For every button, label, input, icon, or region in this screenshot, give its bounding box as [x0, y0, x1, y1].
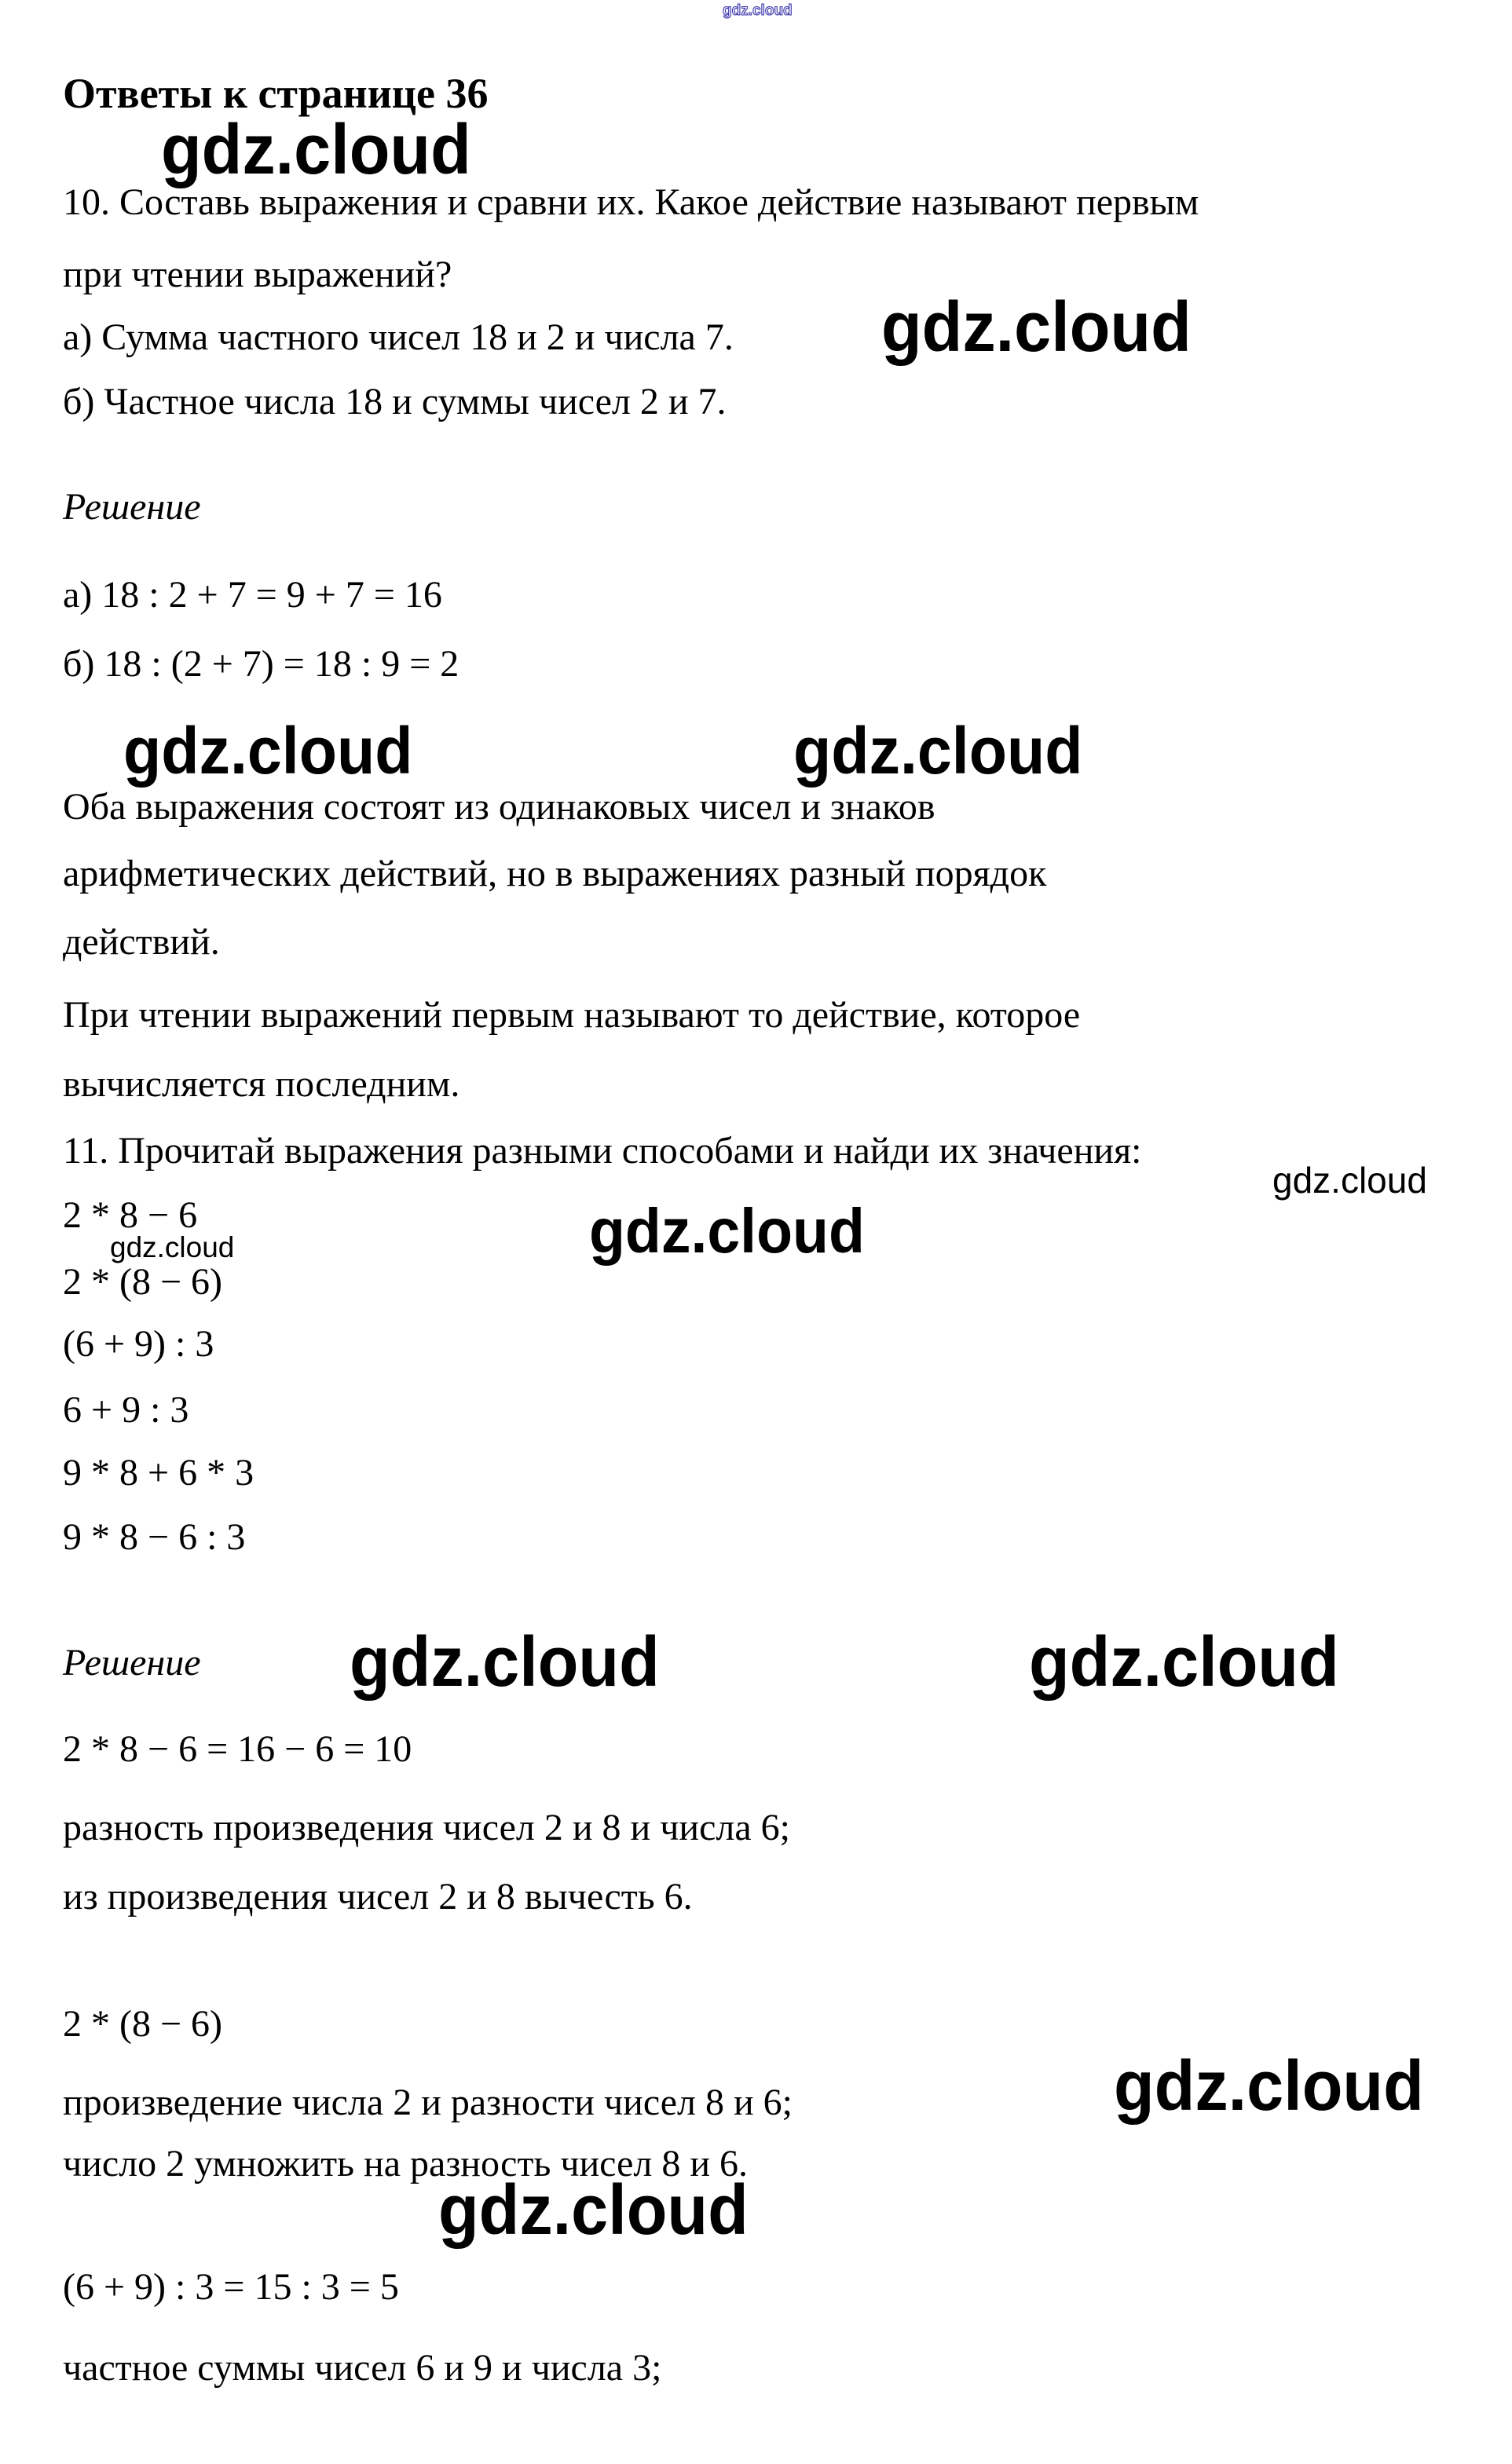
task10-explanation-line4: При чтении выражений первым называют то действие, которое — [63, 994, 1081, 1036]
task10-item-b: б) Частное числа 18 и суммы чисел 2 и 7. — [63, 381, 727, 422]
gdz-watermark-header: gdz.cloud — [161, 111, 471, 189]
gdz-watermark-solution-right: gdz.cloud — [1029, 1623, 1339, 1702]
task11-sol2-reading-2: число 2 умножить на разность чисел 8 и 6. — [63, 2143, 749, 2184]
gdz-watermark-task11-center: gdz.cloud — [589, 1196, 865, 1266]
task11-sol1-reading-2: из произведения чисел 2 и 8 вычесть 6. — [63, 1876, 693, 1917]
gdz-watermark-bottom-center: gdz.cloud — [438, 2171, 749, 2250]
task11-sol3-equation: (6 + 9) : 3 = 15 : 3 = 5 — [63, 2266, 399, 2308]
gdz-watermark-item-a: gdz.cloud — [881, 288, 1192, 367]
task11-sol1-equation: 2 * 8 − 6 = 16 − 6 = 10 — [63, 1728, 412, 1770]
task11-expression-2: 2 * (8 − 6) — [63, 1261, 223, 1303]
gdz-watermark-task11-tiny: gdz.cloud — [110, 1231, 235, 1263]
task10-solution-label: Решение — [63, 486, 201, 528]
task10-explanation-line3: действий. — [63, 921, 220, 963]
task10-explanation-line5: вычисляется последним. — [63, 1063, 460, 1105]
task11-solution-label: Решение — [63, 1642, 201, 1683]
task11-sol3-reading-1: частное суммы чисел 6 и 9 и числа 3; — [63, 2347, 662, 2389]
task10-intro-line1: 10. Составь выражения и сравни их. Какое действие называют первым — [63, 181, 1199, 223]
gdz-watermark-top: gdz.cloud — [723, 2, 793, 19]
task10-explanation-line1: Оба выражения состоят из одинаковых чисел и знаков — [63, 786, 935, 828]
task11-expression-6: 9 * 8 − 6 : 3 — [63, 1516, 246, 1558]
task10-item-a: а) Сумма частного чисел 18 и 2 и числа 7. — [63, 316, 734, 358]
task10-solution-a: а) 18 : 2 + 7 = 9 + 7 = 16 — [63, 574, 442, 616]
gdz-watermark-mid-right: gdz.cloud — [793, 714, 1083, 788]
task11-expression-3: (6 + 9) : 3 — [63, 1323, 214, 1365]
task11-sol2-equation: 2 * (8 − 6) — [63, 2003, 223, 2045]
gdz-watermark-solution-left: gdz.cloud — [350, 1623, 660, 1702]
gdz-watermark-reading-right: gdz.cloud — [1114, 2047, 1424, 2126]
task10-solution-b: б) 18 : (2 + 7) = 18 : 9 = 2 — [63, 643, 459, 685]
gdz-watermark-task11-small: gdz.cloud — [1272, 1160, 1427, 1201]
task10-explanation-line2: арифметических действий, но в выражениях разный порядок — [63, 853, 1047, 894]
task11-expression-4: 6 + 9 : 3 — [63, 1389, 189, 1431]
gdz-watermark-mid-left: gdz.cloud — [123, 714, 413, 788]
task11-sol1-reading-1: разность произведения чисел 2 и 8 и числа 6; — [63, 1807, 790, 1848]
task11-sol2-reading-1: произведение числа 2 и разности чисел 8 и 6; — [63, 2082, 793, 2123]
task11-expression-5: 9 * 8 + 6 * 3 — [63, 1452, 254, 1493]
page-title: Ответы к странице 36 — [63, 70, 489, 117]
task11-expression-1: 2 * 8 − 6 — [63, 1194, 198, 1236]
task11-title: 11. Прочитай выражения разными способами и найди их значения: — [63, 1130, 1142, 1172]
task10-intro-line2: при чтении выражений? — [63, 254, 452, 295]
